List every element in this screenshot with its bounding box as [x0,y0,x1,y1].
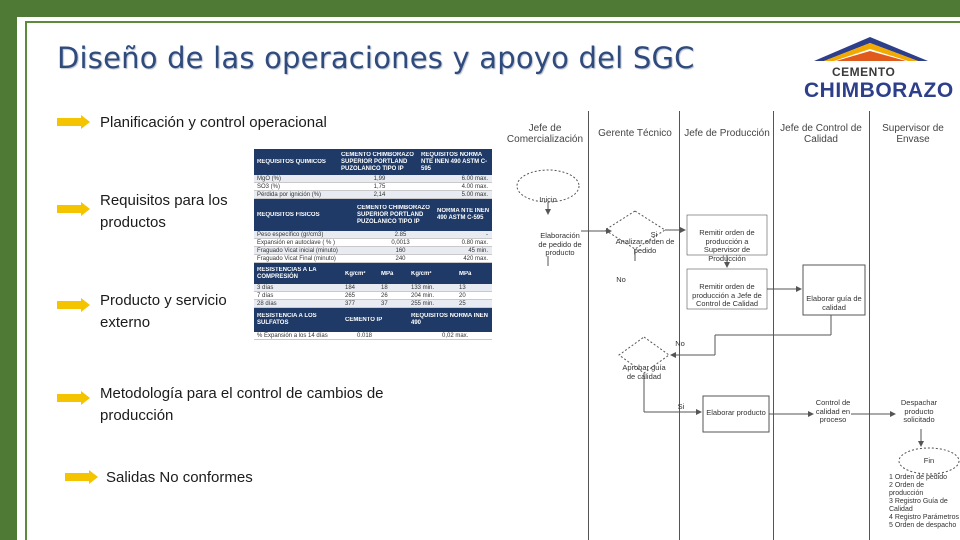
process-flowchart [501,111,960,540]
table-row: 28 días 377 37 255 min. 25 [254,300,492,308]
table-header-cell: REQUISITOS NORMA INEN 490 [411,313,489,326]
table-row: Expansión en autoclave ( % ) 0,0013 0.80 max. [254,239,492,247]
node-aprobar-guia: Aprobar guía de calidad [622,363,666,381]
table-header-cell: Kg/cm² [345,270,366,277]
table-row: Peso específico (gr/cm3) 2.85 - [254,231,492,239]
label-si-1: Si [650,230,658,239]
table-header-cell: CEMENTO CHIMBORAZO SUPERIOR PORTLAND PUZOLANICO TIPO IP [341,151,414,172]
table-header-cell: RESISTENCIA A LOS SULFATOS [257,313,317,326]
table-row: SO3 (%) 1,75 4.00 max. [254,183,492,191]
node-elaboracion: Elaboración de pedido de producto [538,231,582,257]
table-header-cell: CEMENTO IP [345,317,383,323]
arrow-icon [65,470,98,484]
arrow-icon [57,391,90,405]
node-control-calidad: Control de calidad en proceso [815,398,851,424]
node-elaborar-producto: Elaborar producto [706,408,766,417]
table-header-cell: REQUISITOS FÍSICOS [257,212,320,218]
table-header-cell: REQUISITOS NORMA NTE INEN 490 ASTM C-595 [421,151,488,172]
label-no-2: No [675,339,685,348]
lane-header: Jefe de Control de Calidad [780,123,862,145]
document-legend [889,474,960,530]
node-despachar: Despachar producto solicitado [900,398,938,424]
legend-item: 5 Orden de despacho [889,522,957,529]
lane-header: Gerente Técnico [598,128,672,139]
arrow-icon [57,115,90,129]
table-header [254,199,492,231]
table-header-cell: Kg/cm² [411,270,432,277]
table-header-cell: MPa [459,270,472,277]
table-header [254,149,492,175]
legend-item: 2 Orden de producción [889,482,925,497]
page-title: Diseño de las operaciones y apoyo del SGC [57,41,695,75]
arrow-icon [57,202,90,216]
bullet-producto: Producto y servicio externo [100,292,227,331]
requirements-table [254,149,492,340]
node-remitir-calidad: Remitir orden de producción a Jefe de Control de Calidad [692,282,762,308]
table-header-cell: CEMENTO CHIMBORAZO SUPERIOR PORTLAND PUZOLANICO TIPO IP [357,204,430,225]
node-inicio: Inicio [539,195,557,204]
slide [17,17,960,540]
table-header [254,308,492,332]
table-row: Pérdida por ignición (%) 2,14 5.00 max. [254,191,492,199]
table-row: Fraguado Vicat inicial (minuto) 160 45 min. [254,247,492,255]
table-row: 7 días 265 26 204 min. 20 [254,292,492,300]
legend-item: 3 Registro Guía de Calidad [889,498,948,513]
bullet-planificacion: Planificación y control operacional [100,114,327,131]
bullet-requisitos: Requisitos para los productos [100,192,228,231]
table-header-cell: REQUISITOS QUÍMICOS [257,159,326,165]
node-analizar: Analizar orden de pedido [615,237,675,255]
label-no-1: No [616,275,626,284]
table-header [254,263,492,284]
table-header-cell: MPa [381,270,394,277]
arrow-icon [57,298,90,312]
legend-item: 4 Registro Parámetros [889,514,960,521]
table-header-cell: NORMA NTE INEN 490 ASTM C-595 [437,208,490,221]
node-fin: Fin [923,456,935,465]
table-header-cell: RESISTENCIAS A LA COMPRESIÓN [257,266,317,280]
table-row: 3 días 184 18 133 min. 13 [254,284,492,292]
node-elaborar-guia: Elaborar guía de calidad [806,294,862,312]
label-si-2: Si [677,402,685,411]
table-row: MgO (%) 1,99 6.00 max. [254,175,492,183]
table-row: Fraguado Vicat Final (minuto) 240 420 max. [254,255,492,263]
logo-line1: CEMENTO [832,65,896,79]
lane-header: Jefe de Producción [684,128,770,139]
bullet-metodologia: Metodología para el control de cambios de producción [100,385,384,424]
bullet-salidas: Salidas No conformes [106,469,253,486]
legend-item: 1 Orden de pedido [889,474,947,481]
node-remitir-supervisor: Remitir orden de producción a Supervisor de Producción [699,228,755,263]
table-row: % Expansión a los 14 días 0.018 0,02 max. [254,332,492,340]
lane-header: Jefe de Comercialización [506,123,584,145]
logo-line2: CHIMBORAZO [804,79,954,102]
lane-header: Supervisor de Envase [882,123,944,145]
